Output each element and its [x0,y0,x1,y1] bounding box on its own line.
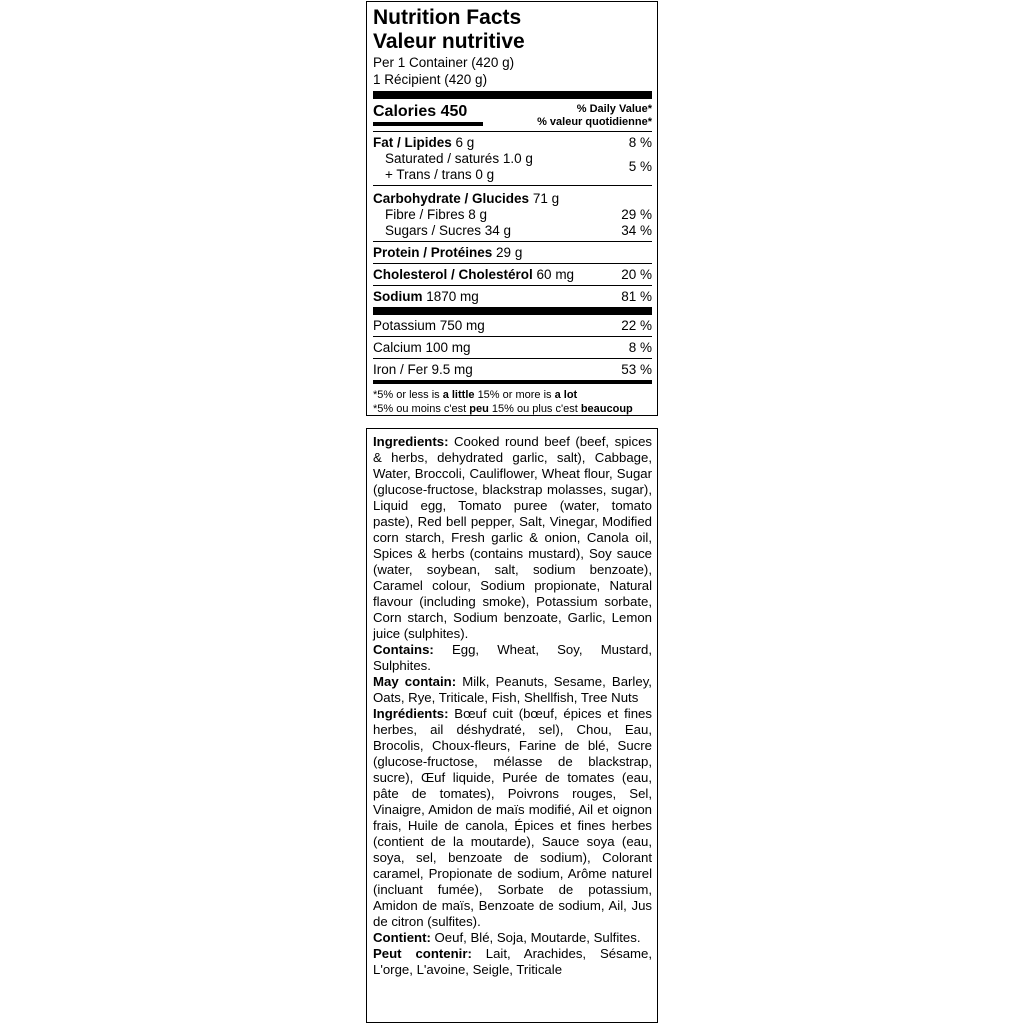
peut-contenir-label: Peut contenir: [373,946,472,961]
sat-trans-pct: 5 % [628,159,652,174]
foot-en-bold: a little [442,389,475,401]
protein-block [373,242,652,263]
cholesterol-label: Cholesterol / Cholestérol [373,267,533,282]
iron-block [373,359,652,380]
carb-label: Carbohydrate / Glucides [373,191,530,206]
potassium-pct: 22 % [621,318,652,333]
ingredients-text [373,434,652,978]
foot-fr-bold: beaucoup [580,403,633,415]
carb-block [373,186,652,241]
serving-en: Per 1 Container (420 g) [373,55,515,70]
protein-row [373,245,652,261]
serving-fr: 1 Récipient (420 g) [373,72,488,87]
potassium-label: Potassium 750 mg [373,318,485,333]
dv-fr: % valeur quotidienne* [537,116,652,128]
calories-underline [373,122,483,126]
may-contain-text: Milk, Peanuts, Sesame, Barley, Oats, Rye, Triticale, Fish, Shellfish, Tree Nuts [373,674,652,705]
protein-label: Protein / Protéines [373,245,493,260]
potassium-block [373,315,652,336]
fat-amount: 6 g [455,135,475,150]
contains-text: Egg, Wheat, Soy, Mustard, Sulphites. [373,642,652,673]
calories-label: Calories 450 [373,103,468,120]
calcium-block [373,337,652,358]
cholesterol-pct: 20 % [621,267,652,282]
contient-label: Contient: [373,930,431,945]
fibre-label: Fibre / Fibres 8 g [385,207,488,222]
fibre-pct: 29 % [621,207,652,222]
ingredients-en [373,434,652,642]
contient-text: Oeuf, Blé, Soja, Moutarde, Sulfites. [434,930,641,945]
dv-en: % Daily Value* [576,103,652,115]
calcium-label: Calcium 100 mg [373,340,471,355]
foot-fr-text: *5% ou moins c'est [373,403,467,415]
carb-amount: 71 g [532,191,560,206]
title-en: Nutrition Facts [373,6,522,29]
iron-label: Iron / Fer 9.5 mg [373,362,473,377]
sat-trans-row [373,151,652,183]
fat-label: Fat / Lipides [373,135,452,150]
contains-label: Contains: [373,642,434,657]
may-contain-label: May contain: [373,674,457,689]
fibre-row [373,207,652,223]
foot-fr-bold: peu [469,403,489,415]
sodium-amount: 1870 mg [426,289,479,304]
iron-pct: 53 % [621,362,652,377]
sodium-pct: 81 % [621,289,652,304]
title-fr: Valeur nutritive [373,30,525,53]
calcium-pct: 8 % [628,340,652,355]
ingredients-fr-label: Ingrédients: [373,706,449,721]
potassium-row [373,318,652,334]
daily-value-header [537,103,652,129]
ingredients-en-text: Cooked round beef (beef, spices & herbs, dehydrated garlic, salt), Cabbage, Water, Broccoli, Cauliflower, Wheat flour, Sugar (glucose-fructose, blackstrap molasses, sugar), Liquid egg, Tomato puree (water, tomato paste), Red bell pepper, Salt, Vinegar, Modified corn starch, Fresh garlic & onion, Canola oil, Spices & herbs (contains mustard), Soy sauce (water, soybean, salt, sodium benzoate), Caramel colour, Sodium propionate, Natural flavour (including smoke), Potassium sorbate, Corn starch, Sodium benzoate, Garlic, Lemon juice (sulphites). [373,434,652,641]
contains-en [373,642,652,674]
protein-amount: 29 g [496,245,523,260]
calories-row [373,101,652,131]
divider-thick [373,307,652,315]
contient-fr [373,930,652,946]
foot-fr-text: 15% ou plus c'est [491,403,578,415]
divider-medium [373,380,652,384]
ingredients-fr-text: Bœuf cuit (bœuf, épices et fines herbes, ail déshydraté, sel), Chou, Eau, Brocolis, Choux-fleurs, Farine de blé, Sucre (glucose-fructose, mélasse de blackstrap, sucre), Œuf liquide, Purée de tomates (eau, pâte de tomates), Poivrons rouges, Sel, Vinaigre, Amidon de maïs modifié, Ail et oignon frais, Huile de canola, Épices et fines herbes (contient de la moutarde), Sauce soya (eau, soya, sel, benzoate de sodium), Colorant caramel, Propionate de sodium, Arôme naturel (incluant fumée), Sorbate de potassium, Amidon de maïs, Benzoate de sodium, Ail, Jus de citron (sulfites). [373,706,652,929]
fat-pct: 8 % [628,135,652,150]
ingredients-en-label: Ingredients: [373,434,449,449]
cholesterol-row [373,267,652,283]
sugars-pct: 34 % [621,223,652,238]
footnote-fr [373,402,652,416]
divider-thick [373,91,652,99]
sodium-label: Sodium [373,289,423,304]
may-contain-en [373,674,652,706]
saturated-line: Saturated / saturés 1.0 g [385,151,533,166]
foot-en-bold: a lot [554,389,578,401]
cholesterol-amount: 60 mg [536,267,575,282]
ingredients-fr [373,706,652,930]
footnote-en [373,388,652,402]
sugars-row [373,223,652,239]
foot-en-text: *5% or less is [373,389,440,401]
footnote [373,388,652,416]
foot-en-text: 15% or more is [477,389,552,401]
fat-block [373,132,652,185]
sodium-row [373,289,652,305]
ingredients-panel [366,428,658,1023]
peut-contenir-text: Lait, Arachides, Sésame, L'orge, L'avoine, Seigle, Triticale [373,946,653,977]
calcium-row [373,340,652,356]
trans-line: + Trans / trans 0 g [385,167,495,182]
cholesterol-block [373,264,652,285]
iron-row [373,362,652,378]
peut-contenir-fr [373,946,652,978]
carb-row [373,191,652,207]
sodium-block [373,286,652,307]
fat-row [373,135,652,151]
sugars-label: Sugars / Sucres 34 g [385,223,512,238]
nutrition-facts-panel [366,1,658,416]
